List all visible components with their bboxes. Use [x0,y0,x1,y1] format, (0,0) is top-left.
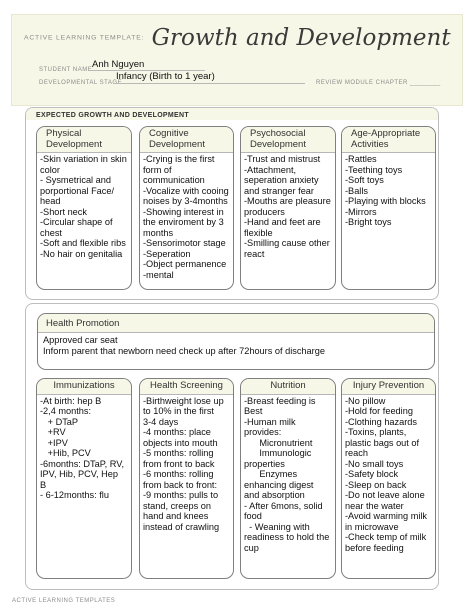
list-item: months [143,227,174,238]
list-item: -Hand and feet are [244,217,321,227]
list-item: enhancing digest [244,479,314,490]
list-item: -Showing interest in [143,206,224,217]
list-item: -Short neck [40,206,87,217]
psychosocial-development-header: Psychosocial Development [241,127,335,153]
list-item: -6 months: rolling [143,469,214,479]
list-item: objects into mouth [143,437,218,448]
list-item: Enzymes [244,469,298,479]
injury-prevention-list[interactable] [342,395,435,554]
list-item: instead of crawling [143,521,220,532]
list-item: before feeding [345,542,404,553]
list-item: -Human milk [244,416,296,427]
immunizations-card [36,378,132,579]
list-item: chest [40,227,62,238]
list-item: -At birth: hep B [40,395,102,406]
developmental-stage-value[interactable]: Infancy (Birth to 1 year) [116,71,215,82]
list-item: from back to front: [143,479,218,490]
cognitive-development-header: Cognitive Development [140,127,233,153]
list-item: properties [244,458,285,469]
review-module-label: REVIEW MODULE CHAPTER ________ [316,80,441,86]
health-promotion-title: Health Promotion [38,314,434,333]
list-item: seperation anxiety [244,175,319,185]
list-item: -Skin variation in skin [40,154,127,164]
list-item: food [244,511,262,521]
list-item: -5 months: rolling [143,448,214,458]
age-appropriate-activities-list[interactable] [342,153,435,228]
list-item: from front to back [143,458,215,469]
list-item: -No small toys [345,458,404,469]
list-item: -Toxins, plants, [345,427,407,437]
list-item: the enviroment by 3 [143,217,224,227]
health-promotion-content[interactable] [38,333,434,356]
nutrition-card [240,378,336,579]
list-item: -4 months: place [143,427,211,437]
expected-growth-title: EXPECTED GROWTH AND DEVELOPMENT [36,112,189,119]
student-name-value[interactable]: Anh Nguyen [92,59,145,70]
template-title: Growth and Development [151,25,451,51]
list-item: -Mirrors [345,206,377,217]
list-item: provides: [244,427,282,437]
age-appropriate-activities-header: Age-Appropriate Activities [342,127,435,153]
list-item: -Crying is the first [143,154,215,164]
cognitive-development-card [139,126,234,290]
list-item: Immunologic [244,448,312,458]
nutrition-list[interactable] [241,395,335,554]
list-item: -No pillow [345,395,386,406]
list-item: -Attachment, [244,164,297,175]
list-item: stand, creeps on [143,500,211,511]
list-item: and stranger fear [244,185,314,196]
list-item: -Balls [345,185,368,196]
list-item: -Seperation [143,248,191,259]
health-screening-list[interactable] [140,395,233,533]
list-item: -6months: DTaP, RV, [40,458,125,469]
template-kicker: ACTIVE LEARNING TEMPLATE: [24,34,145,42]
list-item: - Sysmetrical and [40,175,111,185]
developmental-stage-label: DEVELOPMENTAL STAGE [39,80,123,86]
physical-development-list[interactable] [37,153,131,259]
list-item: head [40,196,61,206]
list-item: +IPV [40,437,68,448]
list-item: producers [244,206,285,217]
list-item: -Playing with blocks [345,196,426,206]
list-item: 3-4 days [143,416,179,427]
list-item: +Hib, PCV [40,448,91,458]
list-item: -No hair on genitalia [40,248,123,259]
list-item: hand and knees [143,511,209,521]
list-item: color [40,164,60,175]
developmental-stage-line [113,83,305,84]
psychosocial-development-card [240,126,336,290]
list-item: +RV [40,427,66,437]
nutrition-header: Nutrition [241,379,335,395]
list-item: cup [244,542,259,553]
list-item: -Birthweight lose up [143,395,224,406]
list-item: -Breast feeding is [244,395,316,406]
list-item: Micronutrient [244,437,313,448]
list-item: Best [244,406,263,416]
injury-prevention-header: Injury Prevention [342,379,435,395]
list-item: -Safety block [345,469,399,479]
student-name-label: STUDENT NAME [39,67,93,73]
health-promotion-line: Approved car seat [43,335,118,345]
list-item: + DTaP [40,416,79,427]
list-item: -Clothing hazards [345,416,418,427]
list-item: react [244,248,265,259]
list-item: -2,4 months: [40,406,92,416]
list-item: -Mouths are pleasure [244,196,331,206]
list-item: noises by 3-4months [143,196,228,206]
immunizations-list[interactable] [37,395,131,501]
list-item: -Object permanence [143,259,227,269]
health-screening-card [139,378,234,579]
list-item: -Do not leave alone [345,490,425,500]
cognitive-development-list[interactable] [140,153,233,280]
health-promotion-line: Inform parent that newborn need check up after 72hours of discharge [43,345,325,356]
list-item: -Sleep on back [345,479,407,490]
list-item: communication [143,175,205,185]
immunizations-header: Immunizations [37,379,131,395]
list-item: -Hold for feeding [345,406,413,416]
psychosocial-development-list[interactable] [241,153,335,259]
list-item: -9 months: pulls to [143,490,219,500]
list-item: in microwave [345,521,399,532]
list-item: - 6-12months: flu [40,490,109,500]
list-item: -Teething toys [345,164,403,175]
list-item: and absorption [244,490,305,500]
list-item: to 10% in the first [143,406,214,416]
list-item: B [40,479,47,490]
list-item: - After 6mons, solid [244,500,323,511]
list-item: -Check temp of milk [345,532,427,542]
list-item: -Soft and flexible ribs [40,238,126,248]
list-item: -Smilling cause other [244,238,330,248]
list-item: -Circular shape of [40,217,113,227]
list-item: -Avoid warming milk [345,511,428,521]
list-item: flexible [244,227,273,238]
list-item: - Weaning with [244,521,310,532]
age-appropriate-activities-card [341,126,436,290]
list-item: plastic bags out of [345,437,420,448]
physical-development-header: Physical Development [37,127,131,153]
injury-prevention-card [341,378,436,579]
list-item: -Vocalize with cooing [143,185,229,196]
list-item: -Soft toys [345,175,384,185]
list-item: near the water [345,500,404,511]
list-item: IPV, Hib, PCV, Hep [40,469,118,479]
health-promotion-box [37,313,435,370]
list-item: -Sensorimotor stage [143,238,226,248]
template-title-line [24,25,451,51]
list-item: reach [345,448,368,458]
list-item: readiness to hold the [244,532,330,542]
physical-development-card [36,126,132,290]
health-screening-header: Health Screening [140,379,233,395]
list-item: -Bright toys [345,217,392,227]
list-item: -Trust and mistrust [244,154,321,164]
list-item: -mental [143,269,174,280]
list-item: form of [143,164,172,175]
footer-label: ACTIVE LEARNING TEMPLATES [12,598,116,604]
list-item: porportional Face/ [40,185,115,196]
list-item: -Rattles [345,154,377,164]
